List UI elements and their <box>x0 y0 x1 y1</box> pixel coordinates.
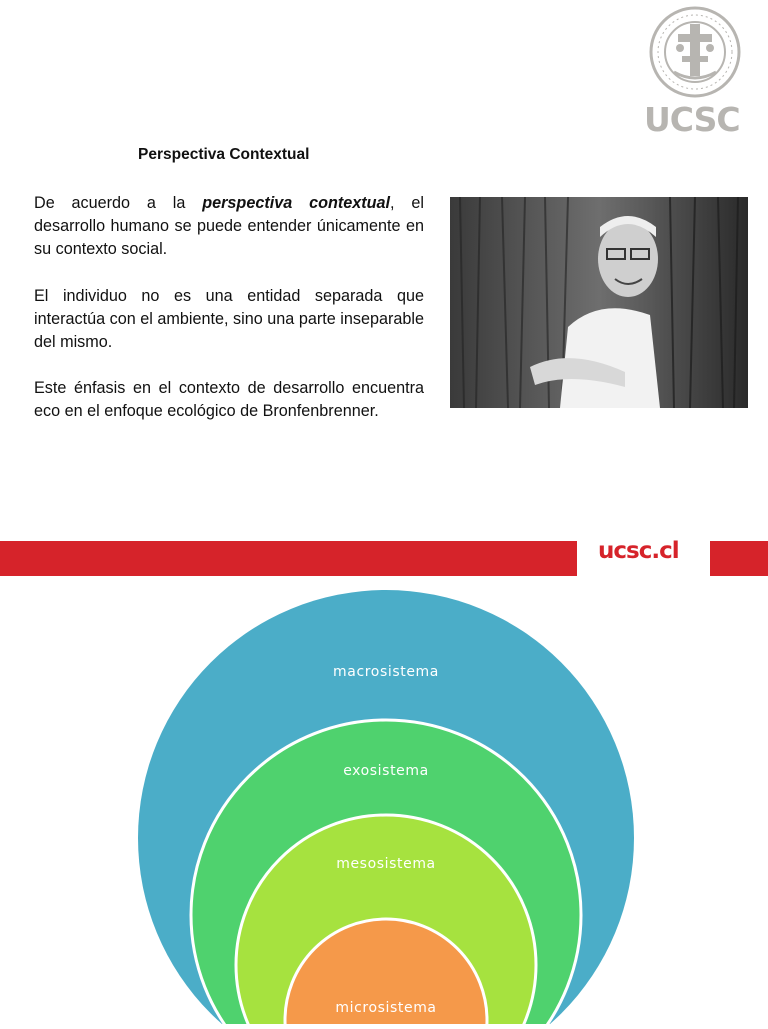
paragraph-1-end: , el desarrollo humano se puede entender únicamente en su contexto social. <box>34 194 424 259</box>
slide-body <box>34 192 424 447</box>
portrait-image <box>450 197 748 408</box>
macrosystem-label: macrosistema <box>333 664 439 680</box>
ecological-systems-diagram <box>0 580 768 1024</box>
ucsc-logo <box>640 6 750 139</box>
logo-wordmark: UCSC <box>644 100 740 139</box>
paragraph-2: El individuo no es una entidad separada que interactúa con el ambiente, sino una parte inseparable del mismo. <box>34 286 424 352</box>
paragraph-1-start: De acuerdo a la <box>34 194 203 212</box>
footer-site-url: ucsc.cl <box>598 538 679 564</box>
footer-bar-left <box>0 541 577 576</box>
exosystem-label: exosistema <box>343 763 429 779</box>
footer-bar-right <box>710 541 768 576</box>
portrait-photo <box>450 197 748 408</box>
microsystem-label: microsistema <box>335 1000 437 1016</box>
paragraph-1 <box>34 192 424 262</box>
paragraph-1-emphasis: perspectiva contextual <box>202 194 391 212</box>
slide-title: Perspectiva Contextual <box>138 146 310 163</box>
mesosystem-label: mesosistema <box>336 856 436 872</box>
university-seal-icon <box>640 6 750 102</box>
paragraph-3: Este énfasis en el contexto de desarrollo encuentra eco en el enfoque ecológico de Bronfenbrenner. <box>34 379 424 421</box>
